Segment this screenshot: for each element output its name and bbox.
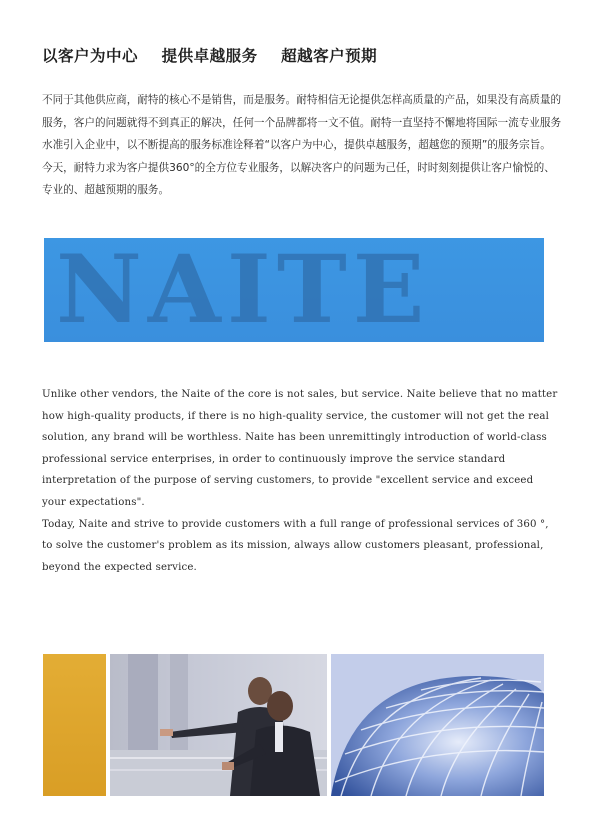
page-title: 以客户为中心 提供卓越服务 超越客户预期 (42, 47, 378, 65)
naite-banner (44, 238, 544, 342)
chinese-paragraph-1: 不同于其他供应商，耐特的核心不是销售，而是服务。耐特相信无论提供怎样高质量的产品，如果没有高质量的服务，客户的问题就得不到真正的解决，任何一个品牌都将一文不值。耐特一直坚持不懈地将国际一流专业服务水准引入企业中，以不断提高的服务标准诠释着“以客户为中心，提供卓越服务，超越您的预期”的服务宗旨。 (42, 94, 562, 151)
business-photo (110, 654, 327, 796)
dome-photo (331, 654, 544, 796)
chinese-paragraph-2: 今天，耐特力求为客户提供360°的全方位专业服务，以解决客户的问题为己任，时时刻刻提供让客户愉悦的、专业的、超越预期的服务。 (42, 161, 555, 196)
english-body-text (42, 384, 558, 578)
chinese-body-text (42, 89, 562, 202)
english-paragraph-2: Today, Naite and strive to provide customers with a full range of professional services of 360 °, to solve the customer's problem as its mission, always allow customers pleasant, professional, beyond the expected service. (42, 518, 549, 573)
banner-word: NAITE (56, 238, 431, 342)
english-paragraph-1: Unlike other vendors, the Naite of the core is not sales, but service. Naite believe that no matter how high-quality products, if there is no high-quality service, the customer will not get the real solution, any brand will be worthless. Naite has been unremittingly introduction of world-class professional service enterprises, in order to continuously improve the service standard interpretation of the purpose of serving customers, to provide "excellent service and exceed your expectations". (42, 389, 558, 508)
gold-color-block (43, 654, 106, 796)
